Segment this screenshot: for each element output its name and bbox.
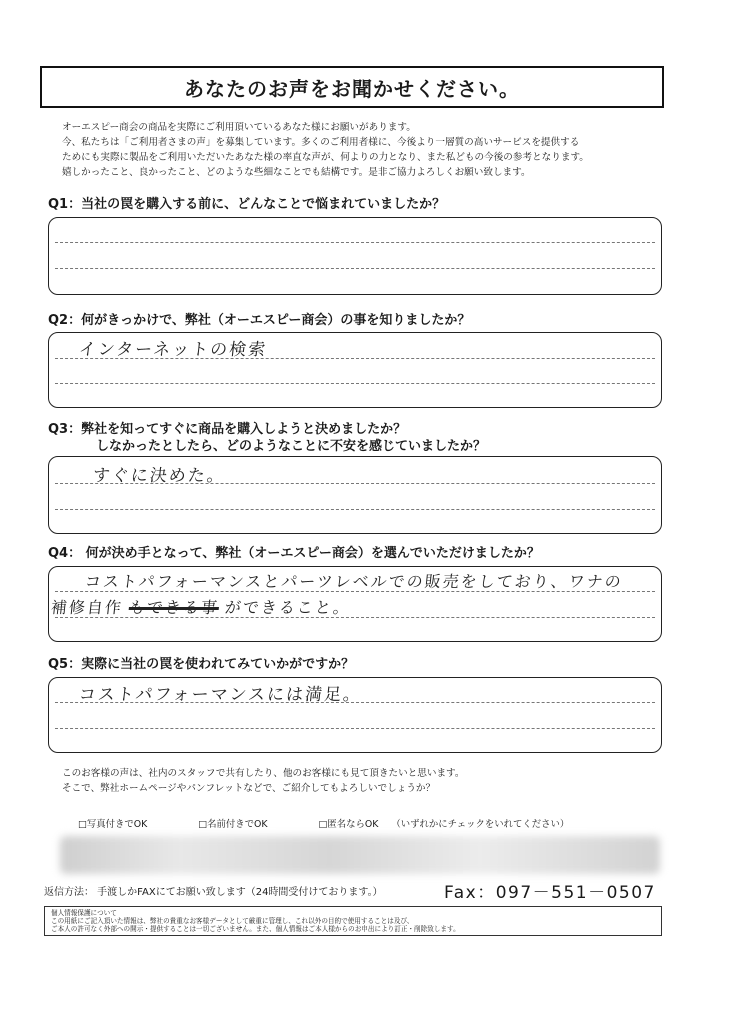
answer-box-1[interactable] [48, 217, 662, 295]
answer-2-text: インターネットの検索 [77, 340, 269, 360]
privacy-line-2: ご本人の許可なく外部への開示・提供することは一切ございません。また、個人情報はご本人様からのお申出により訂正・削除致します。 [51, 925, 460, 933]
footer-line-2: そこで、弊社ホームページやパンフレットなどで、ご紹介してもよろしいでしょうか？ [62, 783, 436, 794]
answer-4-line-2-post: ができること。 [223, 598, 352, 617]
privacy-title: 個人情報保護について [51, 909, 117, 917]
answer-3-text: すぐに決めた。 [91, 466, 227, 486]
privacy-line-1: この用紙にご記入頂いた情報は、弊社の貴重なお客様データとして厳重に管理し、これ以外の目的で使用することは及び、 [51, 917, 414, 925]
question-3-label: Q3：弊社を知ってすぐに商品を購入しようと決めましたか？ [48, 422, 407, 437]
consent-checkboxes [78, 816, 617, 830]
checkbox-note: （いずれかにチェックをいれてください） [391, 819, 570, 830]
question-2-label: Q2：何がきっかけで、弊社（オーエスピー商会）の事を知りましたか？ [48, 313, 471, 328]
question-5-label: Q5：実際に当社の罠を使われてみていかがですか？ [48, 657, 355, 672]
intro-line-3: ためにも実際に製品をご利用いただいたあなた様の率直な声が、何よりの力となり、また私どもの今後の参考となります。 [62, 152, 589, 163]
blurred-signature [60, 836, 660, 874]
answer-box-4[interactable] [48, 566, 662, 642]
question-3-label-2: しなかったとしたら、どのようなことに不安を感じていましたか？ [96, 439, 487, 454]
return-method: 返信方法： 手渡しかFAXにてお願い致します（24時間受付けております。） [44, 887, 383, 898]
question-1-label: Q1：当社の罠を購入する前に、どんなことで悩まれていましたか？ [48, 197, 446, 212]
intro-line-2: 今、私たちは「ご利用者さまの声」を募集しています。多くのご利用者様に、今後より一層質の高いサービスを提供する [62, 137, 580, 148]
answer-box-2[interactable] [48, 332, 662, 408]
answer-box-5[interactable] [48, 677, 662, 753]
answer-4-line-1: コストパフォーマンスとパーツレベルでの販売をしており、ワナの [83, 572, 624, 591]
privacy-notice [44, 906, 662, 936]
answer-5-text: コストパフォーマンスには満足。 [77, 685, 364, 705]
intro-line-4: 嬉しかったこと、良かったこと、どのような些細なことでも結構です。是非ご協力よろしくお願い致します。 [62, 167, 531, 178]
intro-line-1: オーエスピー商会の商品を実際にご利用頂いているあなた様にお願いがあります。 [62, 122, 416, 133]
question-4-label: Q4： 何が決め手となって、弊社（オーエスピー商会）を選んでいただけましたか？ [48, 546, 540, 561]
checkbox-photo-ok[interactable]: □写真付きでOK [78, 819, 148, 830]
checkbox-anonymous-ok[interactable]: □匿名ならOK [318, 819, 379, 830]
answer-4-line-2 [50, 595, 352, 618]
checkbox-name-ok[interactable]: □名前付きでOK [198, 819, 268, 830]
footer-line-1: このお客様の声は、社内のスタッフで共有したり、他のお客様にも見て頂きたいと思います。 [62, 768, 465, 779]
answer-box-3[interactable] [48, 456, 662, 534]
answer-4-line-2-pre: 補修自作 [49, 598, 124, 617]
answer-4-struck-text: もできる事 [127, 598, 220, 617]
fax-number: Fax：097－551－0507 [444, 883, 656, 903]
page-title: あなたのお声をお聞かせください。 [40, 66, 664, 108]
